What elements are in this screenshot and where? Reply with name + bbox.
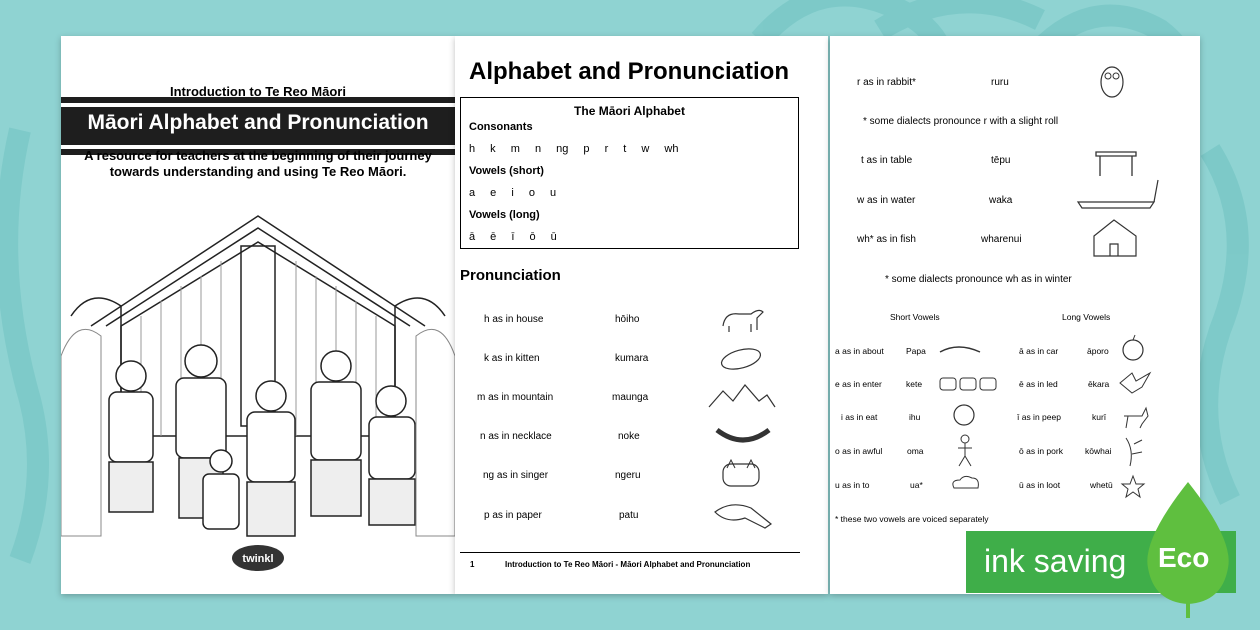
sound-label: wh* as in fish [857,234,916,245]
runner-icon [954,434,976,468]
eagle-icon [1118,369,1152,397]
short-vowel-word: oma [907,446,924,456]
footer-rule [460,552,800,553]
short-vowel-sound: o as in awful [835,446,883,456]
cover-page [61,36,455,594]
long-vowel-word: ēkara [1088,379,1110,389]
baskets-icon [938,372,998,394]
face-icon [952,402,976,428]
owl-icon [1094,60,1130,106]
maori-word: hōiho [615,314,640,325]
long-vowel-word: āporo [1087,346,1109,356]
maori-word: maunga [612,392,649,403]
long-vowels-list: ā ē ī ō ū [469,231,557,243]
short-vowel-sound: a as in about [835,346,884,356]
table-icon [1094,144,1138,178]
maori-word: ngeru [615,470,641,481]
flower-icon [1120,436,1150,470]
kumara-icon [717,341,767,375]
alphabet-box-title: The Māori Alphabet [574,104,685,118]
maori-word: waka [989,195,1013,206]
pronunciation-heading: Pronunciation [460,267,561,284]
maori-word: tēpu [991,155,1011,166]
long-vowel-word: whetū [1090,480,1113,490]
maori-word: ruru [991,77,1009,88]
sound-label: t as in table [861,155,913,166]
short-vowel-sound: i as in eat [841,412,878,422]
twinkl-logo-text: twinkl [242,553,274,565]
long-vowel-word: kurī [1092,412,1107,422]
sound-label: r as in rabbit* [857,77,916,88]
sound-label: n as in necklace [480,431,552,442]
long-vowel-sound: ā as in car [1019,346,1059,356]
long-vowel-sound: ī as in peep [1017,412,1061,422]
page-number: 1 [470,560,475,569]
maori-word: wharenui [981,234,1022,245]
footer-text: Introduction to Te Reo Māori - Māori Alphabet and Pronunciation [505,560,751,569]
cover-description: A resource for teachers at the beginning of their journey towards understanding and using Te Reo Māori. [84,148,432,179]
rain-cloud-icon [948,474,982,496]
short-vowels-label: Vowels (short) [469,165,544,177]
long-vowels-label: Vowels (long) [469,209,540,221]
long-vowel-word: kōwhai [1085,446,1112,456]
lizard-icon [938,340,982,360]
page-heading: Alphabet and Pronunciation [469,58,790,85]
consonants-label: Consonants [469,121,533,133]
ink-saving-label: ink saving [984,543,1127,579]
maori-word: kumara [615,353,649,364]
note-vowels: * these two vowels are voiced separately [835,514,989,524]
long-vowel-sound: ē as in led [1019,379,1058,389]
apple-icon [1120,334,1146,364]
short-vowels-list: a e i o u [469,187,557,199]
sound-label: m as in mountain [477,392,554,403]
maori-word: patu [619,510,639,521]
cover-title: Māori Alphabet and Pronunciation [87,111,429,134]
alphabet-box [460,97,799,249]
worm-icon [713,424,773,446]
cover-subtitle: Introduction to Te Reo Māori [170,84,346,99]
alphabet-page [455,36,828,594]
long-vowel-sound: ū as in loot [1019,480,1061,490]
long-vowels-heading: Long Vowels [1062,312,1111,322]
sound-label: ng as in singer [483,470,549,481]
sound-label: w as in water [857,195,916,206]
consonants-list: h k m n ng p r t w wh [469,143,679,155]
short-vowel-sound: u as in to [835,480,870,490]
patu-icon [711,498,775,532]
short-vowel-word: ua* [910,480,923,490]
short-vowel-word: Papa [906,346,926,356]
mountain-icon [707,381,777,411]
wharenui-illustration [61,206,455,594]
sound-label: h as in house [484,314,544,325]
dog-icon [1120,402,1150,430]
horse-icon [717,302,767,336]
sound-label: p as in paper [484,510,542,521]
cat-icon [717,456,767,492]
short-vowels-heading: Short Vowels [890,312,940,322]
note-wh: * some dialects pronounce wh as in winter [885,274,1072,285]
short-vowel-word: ihu [909,412,921,422]
note-r: * some dialects pronounce r with a slight roll [863,116,1059,127]
long-vowel-sound: ō as in pork [1019,446,1063,456]
house-icon [1090,216,1140,260]
eco-label: Eco [1158,542,1210,573]
short-vowel-word: kete [906,379,923,389]
sound-label: k as in kitten [484,353,540,364]
canoe-icon [1074,174,1160,214]
maori-word: noke [618,431,640,442]
short-vowel-sound: e as in enter [835,379,882,389]
